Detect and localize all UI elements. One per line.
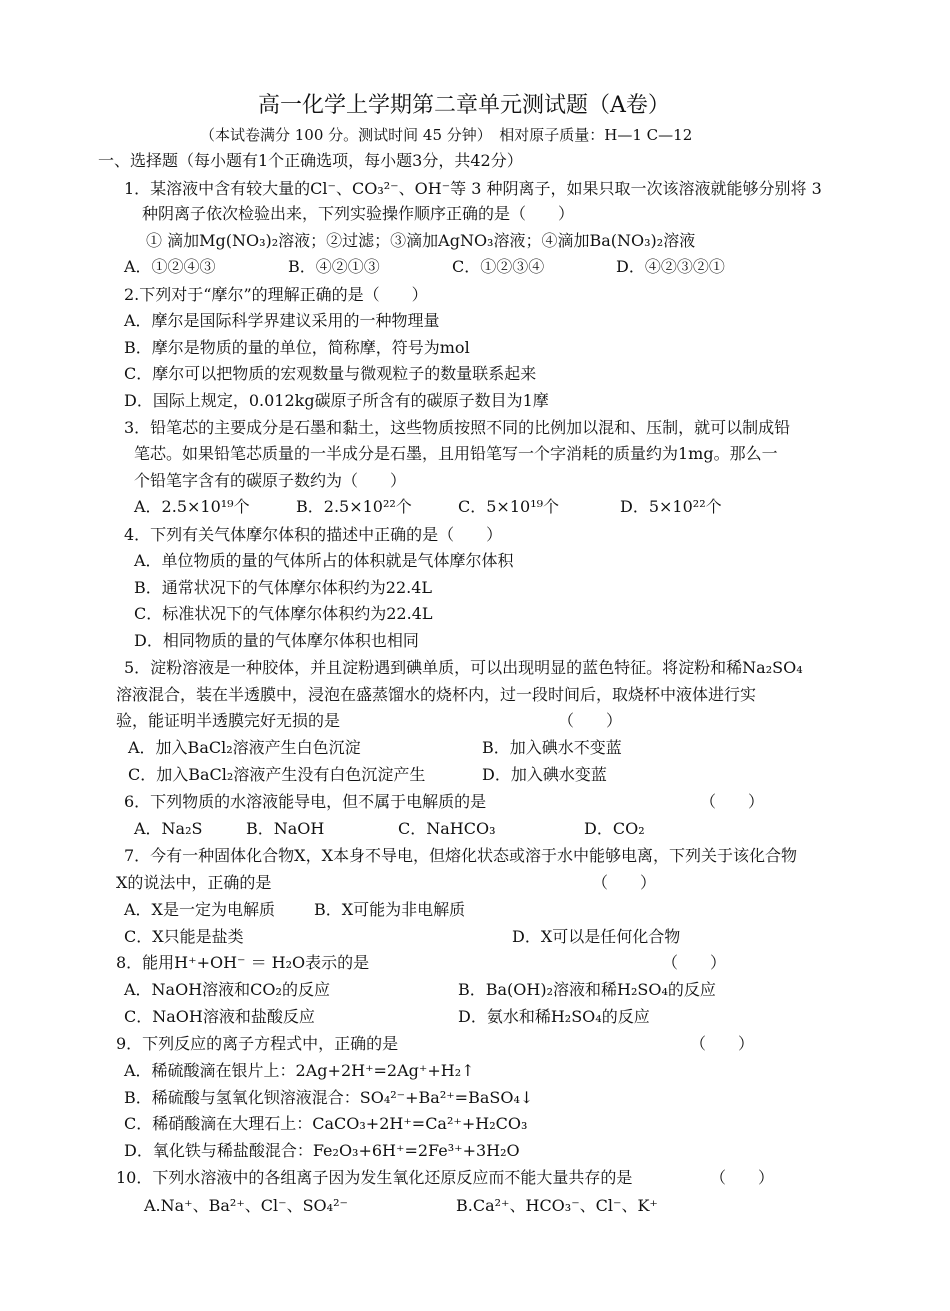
q3-stem-line2: 笔芯。如果铅笔芯质量的一半成分是石墨，且用铅笔写一个字消耗的质量约为1mg。那么一: [134, 444, 778, 463]
q10-answer-blank: （ ）: [710, 1168, 775, 1187]
q1-option-c: C．①②③④: [452, 257, 545, 276]
q8-answer-blank: （ ）: [662, 953, 727, 972]
q3-option-c: C．5×10¹⁹个: [458, 497, 560, 516]
q1-option-d: D．④②③②①: [616, 257, 725, 276]
section-heading: 一、选择题（每小题有1个正确选项，每小题3分，共42分）: [98, 151, 523, 170]
q5-stem-line1: 5．淀粉溶液是一种胶体，并且淀粉遇到碘单质，可以出现明显的蓝色特征。将淀粉和稀Na₂SO₄: [124, 658, 803, 677]
q7-option-b: B．X可能为非电解质: [314, 900, 466, 919]
q9-option-b: B．稀硫酸与氢氧化钡溶液混合：SO₄²⁻+Ba²⁺=BaSO₄↓: [124, 1088, 534, 1107]
q6-answer-blank: （ ）: [700, 792, 765, 811]
q5-stem-line3: 验，能证明半透膜完好无损的是: [116, 711, 341, 730]
q6-stem: 6．下列物质的水溶液能导电，但不属于电解质的是: [124, 792, 487, 811]
q4-option-c: C．标准状况下的气体摩尔体积约为22.4L: [134, 604, 433, 623]
q8-option-c: C．NaOH溶液和盐酸反应: [124, 1007, 315, 1026]
q10-stem: 10．下列水溶液中的各组离子因为发生氧化还原反应而不能大量共存的是: [116, 1168, 633, 1187]
q3-options: [0, 496, 950, 520]
exam-subtitle: （本试卷满分 100 分。测试时间 45 分钟） 相对原子质量：H—1 C—12: [200, 126, 693, 144]
q5-answer-blank: （ ）: [558, 711, 623, 730]
q6-option-a: A．Na₂S: [134, 819, 203, 838]
q9-option-c: C．稀硝酸滴在大理石上：CaCO₃+2H⁺=Ca²⁺+H₂CO₃: [124, 1114, 528, 1133]
q2-option-d: D．国际上规定，0.012kg碳原子所含有的碳原子数目为1摩: [124, 391, 549, 410]
q10-option-b: B.Ca²⁺、HCO₃⁻、Cl⁻、K⁺: [456, 1196, 658, 1215]
q1-option-b: B．④②①③: [288, 257, 380, 276]
q9-option-a: A．稀硫酸滴在银片上：2Ag+2H⁺=2Ag⁺+H₂↑: [124, 1061, 475, 1080]
q2-stem: 2.下列对于“摩尔”的理解正确的是（ ）: [124, 285, 428, 304]
q3-option-b: B．2.5×10²²个: [296, 497, 412, 516]
q4-stem: 4．下列有关气体摩尔体积的描述中正确的是（ ）: [124, 525, 503, 544]
q5-option-a: A．加入BaCl₂溶液产生白色沉淀: [128, 738, 361, 757]
q10-option-a: A.Na⁺、Ba²⁺、Cl⁻、SO₄²⁻: [144, 1196, 348, 1215]
q7-option-d: D．X可以是任何化合物: [512, 927, 681, 946]
q1-stem-line3: ① 滴加Mg(NO₃)₂溶液；②过滤；③滴加AgNO₃溶液；④滴加Ba(NO₃)₂溶液: [146, 231, 696, 250]
q8-option-b: B．Ba(OH)₂溶液和稀H₂SO₄的反应: [458, 980, 716, 999]
q6-option-c: C．NaHCO₃: [398, 819, 496, 838]
q1-stem-line2: 种阴离子依次检验出来，下列实验操作顺序正确的是（ ）: [142, 204, 575, 223]
q2-option-c: C．摩尔可以把物质的宏观数量与微观粒子的数量联系起来: [124, 364, 537, 383]
q6-option-d: D．CO₂: [584, 819, 645, 838]
q5-option-b: B．加入碘水不变蓝: [482, 738, 622, 757]
q7-stem-line1: 7．今有一种固体化合物X，X本身不导电，但熔化状态或溶于水中能够电离，下列关于该化合物: [124, 846, 797, 865]
q5-stem-line2: 溶液混合，装在半透膜中，浸泡在盛蒸馏水的烧杯内，过一段时间后，取烧杯中液体进行实: [116, 685, 757, 704]
q8-stem: 8．能用H⁺+OH⁻ ＝ H₂O表示的是: [116, 953, 370, 972]
q4-option-d: D．相同物质的量的气体摩尔体积也相同: [134, 631, 419, 650]
q5-option-d: D．加入碘水变蓝: [482, 765, 607, 784]
q1-options: [0, 256, 950, 280]
q7-option-c: C．X只能是盐类: [124, 927, 244, 946]
q9-answer-blank: （ ）: [690, 1034, 755, 1053]
q2-option-a: A．摩尔是国际科学界建议采用的一种物理量: [124, 311, 440, 330]
q7-answer-blank: （ ）: [592, 873, 657, 892]
q3-stem-line3: 个铅笔字含有的碳原子数约为（ ）: [134, 471, 407, 490]
q1-stem-line1: 1．某溶液中含有较大量的Cl⁻、CO₃²⁻、OH⁻等 3 种阴离子，如果只取一次该溶液就能够分别将 3: [124, 179, 822, 198]
q7-stem-line2: X的说法中，正确的是: [116, 873, 272, 892]
q3-option-d: D．5×10²²个: [620, 497, 722, 516]
q6-options: [0, 818, 950, 842]
q3-option-a: A．2.5×10¹⁹个: [134, 497, 250, 516]
q8-option-a: A．NaOH溶液和CO₂的反应: [124, 980, 330, 999]
q8-option-d: D．氨水和稀H₂SO₄的反应: [458, 1007, 650, 1026]
q3-stem-line1: 3．铅笔芯的主要成分是石墨和黏土，这些物质按照不同的比例加以混和、压制，就可以制成铅: [124, 418, 791, 437]
q4-option-b: B．通常状况下的气体摩尔体积约为22.4L: [134, 578, 433, 597]
q1-option-a: A．①②④③: [124, 257, 216, 276]
q4-option-a: A．单位物质的量的气体所占的体积就是气体摩尔体积: [134, 551, 514, 570]
q9-stem: 9．下列反应的离子方程式中，正确的是: [116, 1034, 399, 1053]
q2-option-b: B．摩尔是物质的量的单位，简称摩，符号为mol: [124, 338, 470, 357]
exam-title: 高一化学上学期第二章单元测试题（A卷）: [258, 93, 670, 118]
q9-option-d: D．氧化铁与稀盐酸混合：Fe₂O₃+6H⁺=2Fe³⁺+3H₂O: [124, 1141, 520, 1160]
q6-option-b: B．NaOH: [246, 819, 325, 838]
q7-option-a: A．X是一定为电解质: [124, 900, 275, 919]
q5-option-c: C．加入BaCl₂溶液产生没有白色沉淀产生: [128, 765, 426, 784]
